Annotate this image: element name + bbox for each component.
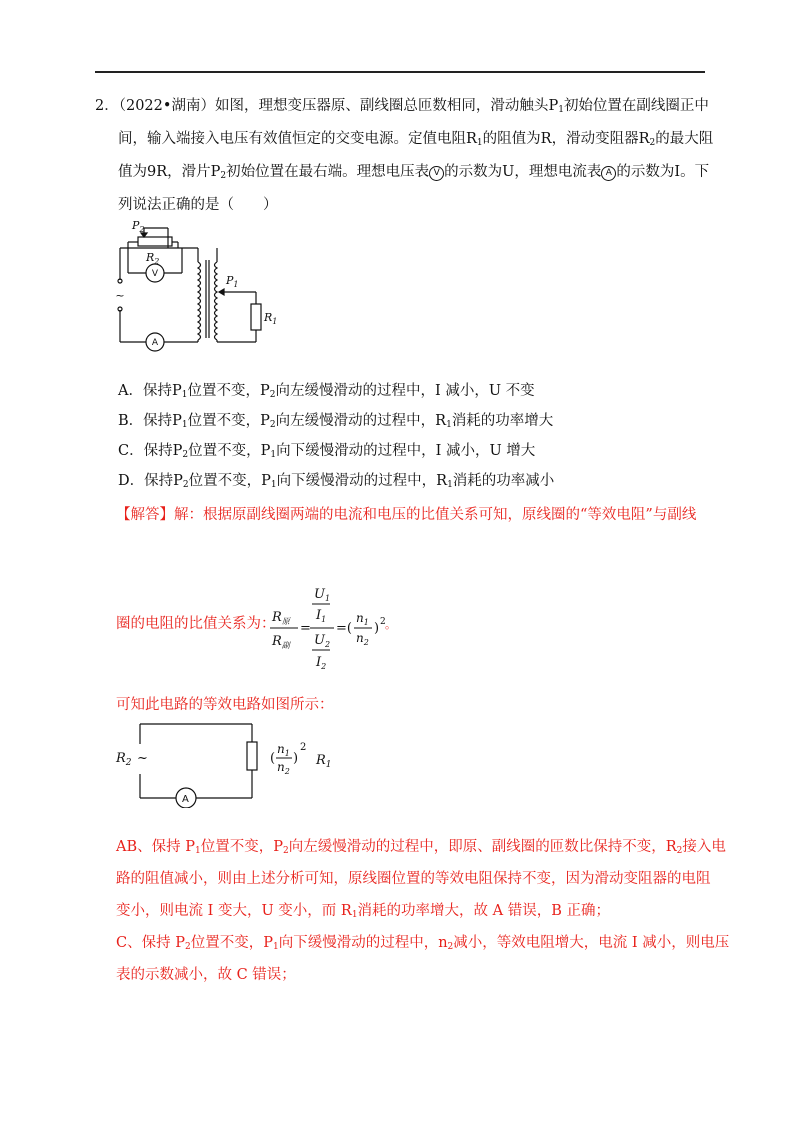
- power-label: 2: [300, 742, 307, 753]
- ammeter-label: A: [182, 794, 189, 805]
- solution-tag: 【解答】: [116, 507, 174, 523]
- voltmeter-symbol: V: [429, 166, 444, 181]
- r1-label: $R_1$: [316, 753, 332, 770]
- equivalent-resistor: [247, 742, 257, 770]
- option-b: B．保持$P_1$位置不变，$P_2$向左缓慢滑动的过程中，$R_1$消耗的功率增大: [118, 413, 554, 430]
- label-r2: $R_2$: [146, 251, 160, 266]
- primary-coil: [198, 262, 201, 340]
- question-line-3: 值为9R，滑片$P_2$初始位置在最右端。理想电压表 V 的示数为U，理想电流表 A 的示数为I。下: [118, 164, 710, 181]
- paren-close: ): [293, 751, 299, 766]
- ac-source-symbol: ~: [115, 289, 125, 302]
- equivalent-circuit-diagram: [112, 718, 352, 808]
- ac-source-symbol: ~: [137, 751, 148, 766]
- question-number: 2．: [95, 98, 119, 114]
- ammeter-label: A: [151, 338, 159, 348]
- eq-n1: $n_1$: [356, 611, 369, 627]
- question-line-1: 2．（2022•湖南）如图，理想变压器原、副线圈总匝数相同，滑动触头$P_1$初始位置在副线圈正中: [95, 98, 709, 115]
- question-line-2: 间，输入端接入电压有效值恒定的交变电源。定值电阻$R_1$的阻值为R，滑动变阻器$R_2$的最大阻: [118, 131, 714, 148]
- eq-i2: $I_2$: [316, 655, 327, 671]
- eq-r-fu: $R_副$: [272, 634, 290, 650]
- eq-period: 。: [385, 618, 396, 631]
- question-line-4: 列说法正确的是（ ）: [118, 197, 278, 213]
- transformer-circuit-diagram: [108, 218, 278, 353]
- solution-intro: 【解答】解：根据原副线圈两端的电流和电压的比值关系可知，原线圈的“等效电阻”与副线: [116, 507, 697, 523]
- header-rule: [95, 71, 705, 73]
- solution-c-line-1: C、保持 $P_2$位置不变，$P_1$向下缓慢滑动的过程中，$n_2$减小，等效电阻增大，电流 I 减小，则电压: [116, 935, 730, 952]
- slider-p1-arrowhead: [219, 289, 224, 295]
- eq-r-yuan: $R_原$: [272, 610, 290, 626]
- option-d: D．保持$P_2$位置不变，$P_1$向下缓慢滑动的过程中，$R_1$消耗的功率减小: [118, 473, 555, 490]
- ammeter-symbol: A: [601, 166, 616, 181]
- question-stem: [95, 92, 714, 220]
- label-p2: $P_2$: [132, 219, 145, 234]
- eq-u1: $U_1$: [314, 587, 331, 603]
- eq-equals-1: =: [300, 621, 311, 636]
- paren-open: (: [270, 751, 276, 766]
- secondary-coil: [215, 262, 218, 340]
- solution-equivalent-intro: 可知此电路的等效电路如图所示：: [116, 697, 334, 713]
- voltmeter-label: V: [151, 269, 159, 279]
- option-c: C．保持$P_2$位置不变，$P_1$向下缓慢滑动的过程中，I 减小，U 增大: [118, 443, 536, 460]
- solution-ratio-label: 圈的电阻的比值关系为：: [116, 616, 276, 632]
- n2-label: $n_2$: [277, 760, 290, 776]
- eq-i1: $I_1$: [316, 608, 327, 624]
- rheostat-r2: [138, 237, 172, 246]
- eq-close-paren: ): [374, 621, 380, 636]
- solution-ab-line-2: 路的阻值减小，则由上述分析可知，原线圈位置的等效电阻保持不变，因为滑动变阻器的电阻: [116, 871, 711, 887]
- solution-c-line-2: 表的示数减小，故 C 错误；: [116, 967, 296, 983]
- solution-ab-line-1: AB、保持 $P_1$位置不变，$P_2$向左缓慢滑动的过程中，即原、副线圈的匝数比保持不变，$R_2$接入电: [116, 839, 726, 856]
- eq-equals-2: =(: [336, 621, 352, 636]
- label-r2: $R_2$: [116, 751, 132, 768]
- label-r1: $R_1$: [264, 311, 278, 326]
- label-p1: $P_1$: [226, 274, 239, 289]
- eq-u2: $U_2$: [314, 633, 331, 649]
- ratio-equation: [268, 584, 408, 674]
- option-a: A．保持$P_1$位置不变，$P_2$向左缓慢滑动的过程中，I 减小，U 不变: [118, 383, 535, 400]
- eq-power: 2: [380, 617, 386, 627]
- n1-label: $n_1$: [277, 742, 290, 758]
- solution-ab-line-3: 变小，则电流 I 变大，U 变小，而 $R_1$消耗的功率增大，故 A 错误，B 正确；: [116, 903, 610, 920]
- eq-n2: $n_2$: [356, 631, 369, 647]
- resistor-r1: [251, 304, 261, 330]
